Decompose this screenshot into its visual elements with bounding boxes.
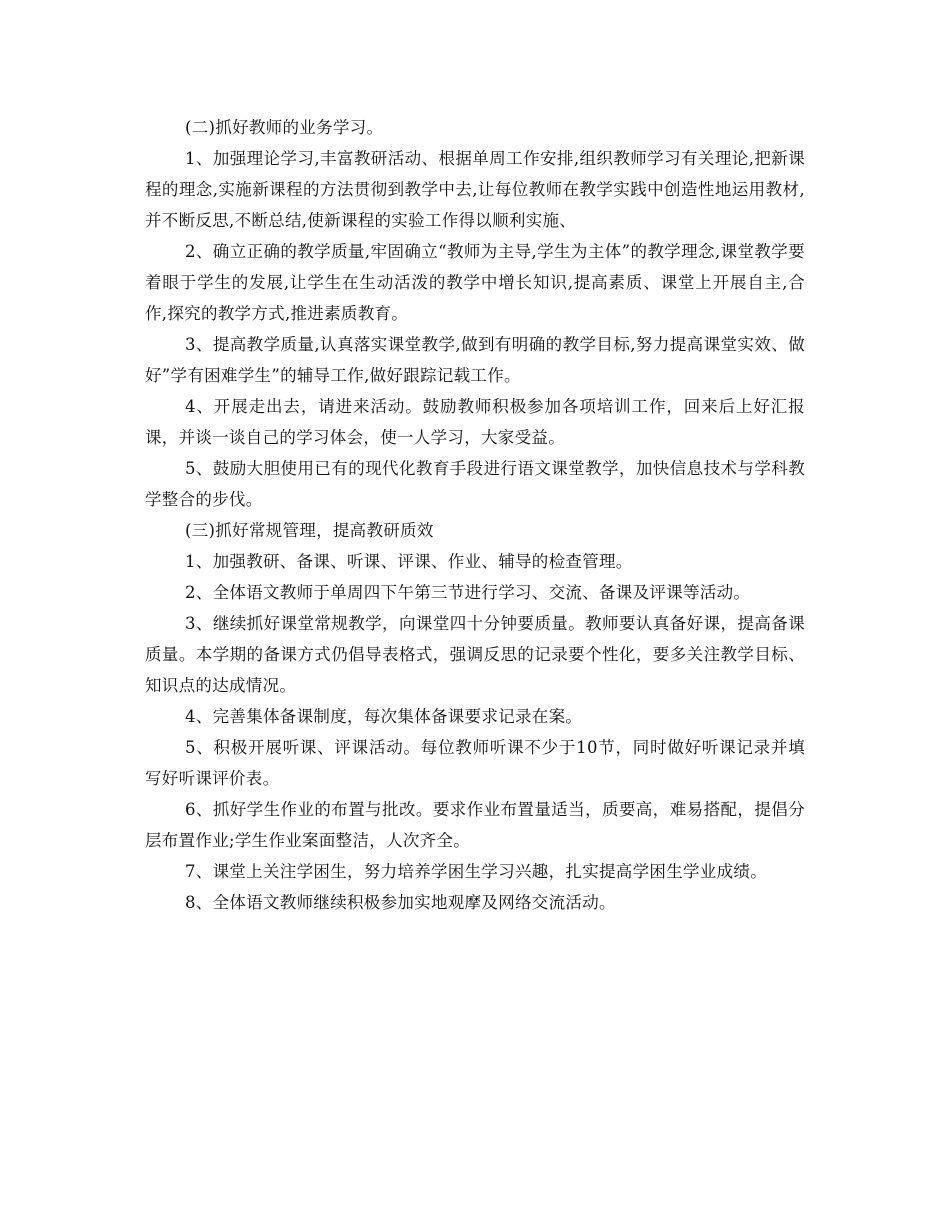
paragraph-item-8: 8、全体语文教师继续积极参加实地观摩及网络交流活动。 (185, 893, 616, 912)
paragraph-item-2: 2、全体语文教师于单周四下午第三节进行学习、交流、备课及评课等活动。 (185, 583, 751, 602)
paragraph-item-5: 5、积极开展听课、评课活动。每位教师听课不少于10节，同时做好听课记录并填写好听课评价表。 (145, 738, 805, 788)
paragraph-item-4: 4、开展走出去，请进来活动。鼓励教师积极参加各项培训工作，回来后上好汇报课，并谈一谈自己的学习体会，使一人学习，大家受益。 (145, 397, 805, 447)
document-body (145, 112, 805, 918)
paragraph-item-6: 6、抓好学生作业的布置与批改。要求作业布置量适当，质要高，难易搭配，提倡分层布置作业;学生作业案面整洁，人次齐全。 (145, 800, 805, 850)
heading-section-2: (二)抓好教师的业务学习。 (185, 118, 384, 137)
paragraph-item-4: 4、完善集体备课制度，每次集体备课要求记录在案。 (185, 707, 583, 726)
paragraph-item-3: 3、提高教学质量,认真落实课堂教学,做到有明确的教学目标,努力提高课堂实效、做好”学有困难学生”的辅导工作,做好跟踪记载工作。 (145, 335, 805, 385)
paragraph-item-5: 5、鼓励大胆使用已有的现代化教育手段进行语文课堂教学，加快信息技术与学科教学整合的步伐。 (145, 459, 805, 509)
heading-section-3: (三)抓好常规管理，提高教研质效 (185, 521, 434, 540)
paragraph-item-7: 7、课堂上关注学困生，努力培养学困生学习兴趣，扎实提高学困生学业成绩。 (185, 862, 767, 881)
paragraph-item-1: 1、加强理论学习,丰富教研活动、根据单周工作安排,组织教师学习有关理论,把新课程的理念,实施新课程的方法贯彻到教学中去,让每位教师在教学实践中创造性地运用教材,并不断反思,不断总结,使新课程的实验工作得以顺利实施、 (145, 149, 805, 230)
paragraph-item-2: 2、确立正确的教学质量,牢固确立“教师为主导,学生为主体”的教学理念,课堂教学要着眼于学生的发展,让学生在生动活泼的教学中增长知识,提高素质、课堂上开展自主,合作,探究的教学方式,推进素质教育。 (145, 242, 805, 323)
paragraph-item-3: 3、继续抓好课堂常规教学，向课堂四十分钟要质量。教师要认真备好课，提高备课质量。本学期的备课方式仍倡导表格式，强调反思的记录要个性化，要多关注教学目标、知识点的达成情况。 (145, 614, 805, 695)
paragraph-item-1: 1、加强教研、备课、听课、评课、作业、辅导的检查管理。 (185, 552, 633, 571)
